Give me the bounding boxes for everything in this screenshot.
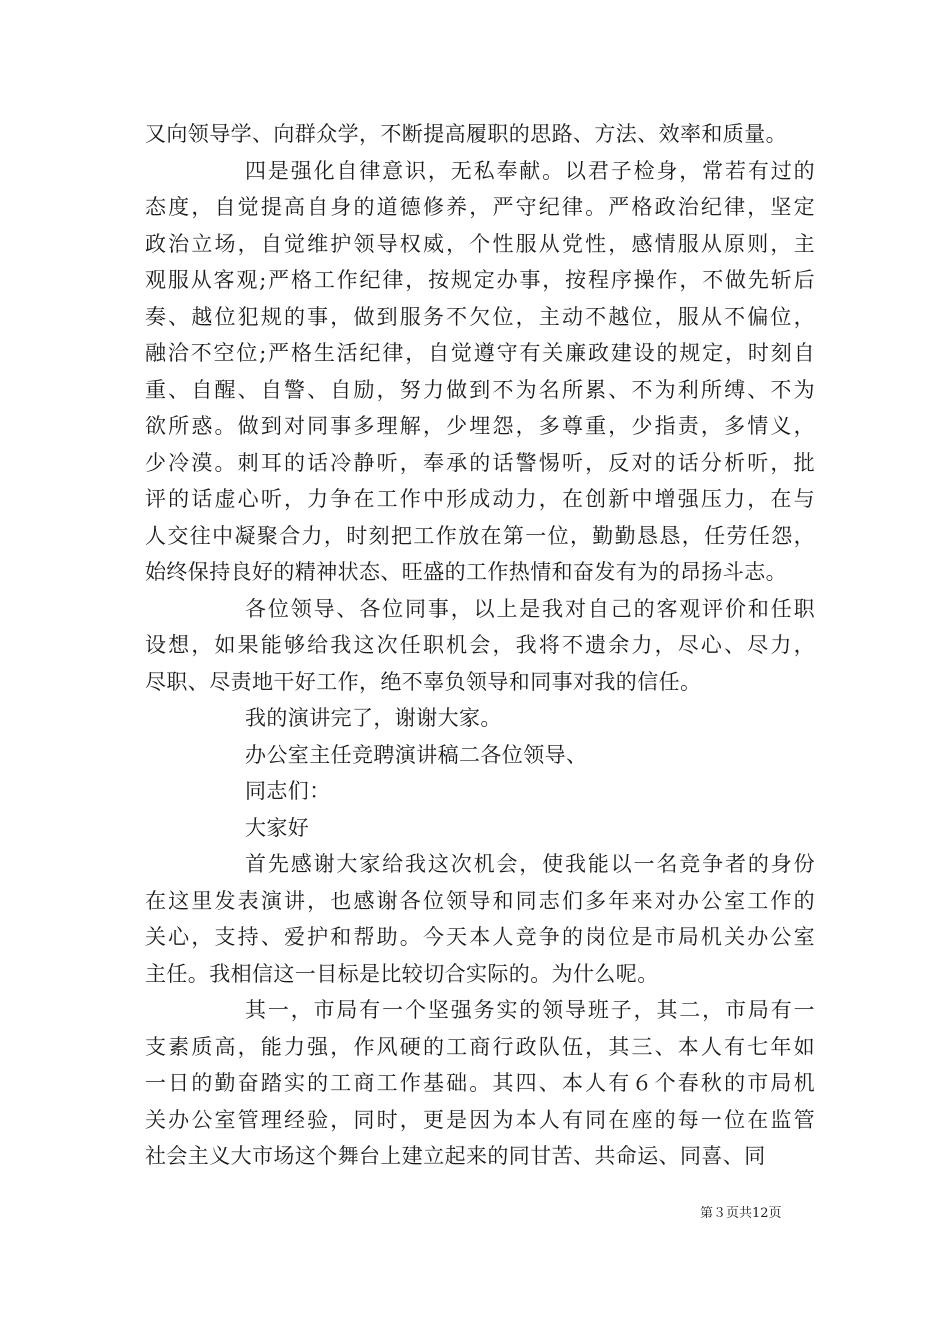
text-line: 在这里发表演讲，也感谢各位领导和同志们多年来对办公室工作的 [145,888,815,913]
paragraph [145,992,815,1175]
paragraph [145,737,815,774]
text-line: 重、自醒、自警、自励，努力做到不为名所累、不为利所缚、不为 [145,377,815,402]
page-number: 第３页共12页 [700,1206,782,1221]
text-line: 评的话虚心听，力争在工作中形成动力，在创新中增强压力，在与 [145,487,815,511]
text-line: 四是强化自律意识，无私奉献。以君子检身，常若有过的 [245,158,815,183]
paragraph [145,773,815,810]
text-line: 我的演讲完了，谢谢大家。 [245,706,502,730]
paragraph [145,810,815,847]
text-line: 态度，自觉提高自身的道德修养，严守纪律。严格政治纪律，坚定 [145,195,815,219]
document-body [145,116,815,1175]
text-line: 少冷漠。刺耳的话冷静听，奉承的话警惕听，反对的话分析听，批 [145,450,815,475]
text-line: 始终保持良好的精神状态、旺盛的工作热情和奋发有为的昂扬斗志。 [145,560,787,584]
paragraph [145,591,815,701]
text-line: 关办公室管理经验，同时，更是因为本人有同在座的每一位在监管 [145,1107,815,1132]
text-line: 首先感谢大家给我这次机会，使我能以一名竞争者的身份 [245,852,815,876]
paragraph [145,116,815,153]
paragraph [145,153,815,591]
text-line: 大家好 [245,815,310,840]
text-line: 观服从客观;严格工作纪律，按规定办事，按程序操作，不做先斩后 [145,268,815,292]
text-line: 又向领导学、向群众学，不断提高履职的思路、方法、效率和质量。 [145,122,787,146]
text-line: 主任。我相信这一目标是比较切合实际的。为什么呢。 [145,961,659,986]
text-line: 支素质高，能力强，作风硬的工商行政队伍，其三、本人有七年如 [145,1034,815,1059]
paragraph [145,700,815,737]
paragraph [145,846,815,992]
text-line: 其一，市局有一个坚强务实的领导班子，其二，市局有一 [245,998,815,1022]
text-line: 同志们： [245,779,331,803]
text-line: 办公室主任竞聘演讲稿二各位领导、 [245,742,588,767]
text-line: 关心，支持、爱护和帮助。今天本人竞争的岗位是市局机关办公室 [145,925,815,949]
text-line: 设想，如果能够给我这次任职机会，我将不遗余力，尽心、尽力， [145,633,815,657]
text-line: 尽职、尽责地干好工作，绝不辜负领导和同事对我的信任。 [145,669,702,694]
text-line: 奏、越位犯规的事，做到服务不欠位，主动不越位，服从不偏位， [145,304,815,329]
text-line: 人交往中凝聚合力，时刻把工作放在第一位，勤勤恳恳，任劳任怨， [145,523,815,548]
text-line: 各位领导、各位同事，以上是我对自己的客观评价和任职 [245,596,815,621]
text-line: 一日的勤奋踏实的工商工作基础。其四、本人有６个春秋的市局机 [145,1071,815,1095]
text-line: 欲所惑。做到对同事多理解，少埋怨，多尊重，少指责，多情义， [145,414,815,438]
text-line: 社会主义大市场这个舞台上建立起来的同甘苦、共命运、同喜、同 [145,1144,766,1168]
text-line: 融洽不空位;严格生活纪律，自觉遵守有关廉政建设的规定，时刻自 [145,341,815,365]
text-line: 政治立场，自觉维护领导权威，个性服从党性，感情服从原则，主 [145,231,815,256]
